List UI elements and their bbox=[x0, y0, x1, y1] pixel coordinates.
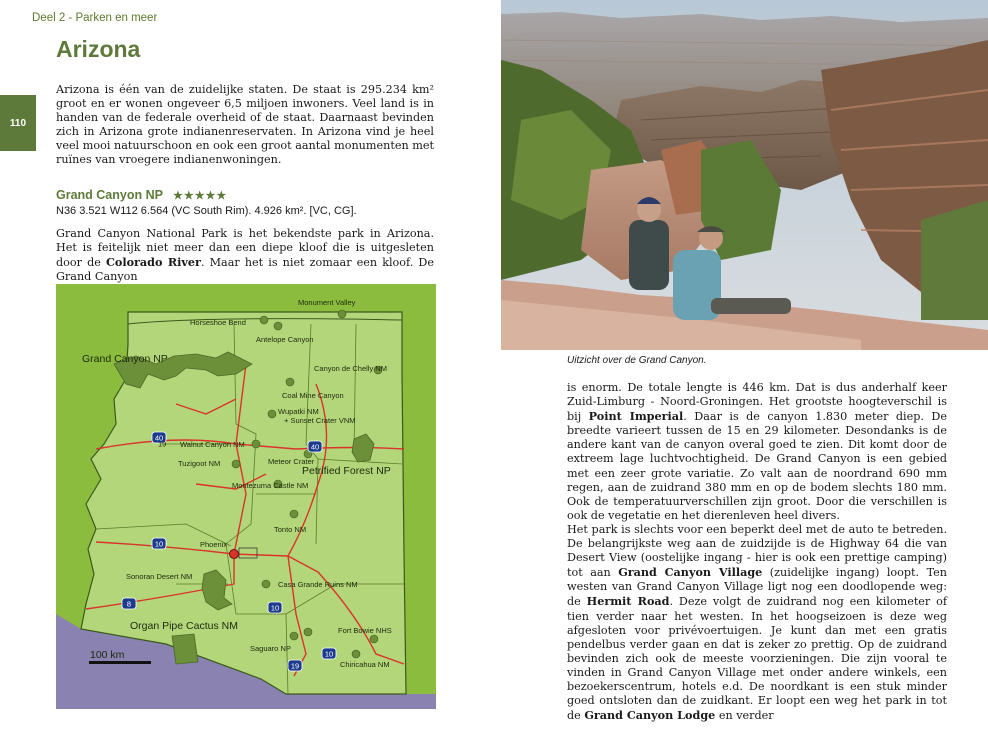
label-horseshoe-bend: Horseshoe Bend bbox=[190, 318, 246, 327]
svg-text:40: 40 bbox=[154, 433, 164, 443]
label-grand-canyon-np: Grand Canyon NP bbox=[82, 353, 168, 365]
organ-pipe-area bbox=[172, 634, 198, 664]
coal-mine-canyon-marker bbox=[286, 378, 294, 386]
monument-valley-marker bbox=[338, 310, 346, 318]
hermit-road-bold: Hermit Road bbox=[586, 594, 670, 609]
chiricahua-marker bbox=[352, 650, 360, 658]
label-tuzigoot: Tuzigoot NM bbox=[178, 459, 221, 468]
phoenix-marker bbox=[230, 550, 239, 559]
label-sunset-crater: + Sunset Crater VNM bbox=[284, 416, 356, 425]
photo-caption: Uitzicht over de Grand Canyon. bbox=[567, 355, 707, 366]
colorado-river-bold: Colorado River bbox=[105, 255, 201, 270]
running-head: Deel 2 - Parken en meer bbox=[32, 12, 158, 24]
label-petrified-forest: Petrified Forest NP bbox=[302, 465, 391, 477]
saguaro-marker-2 bbox=[304, 628, 312, 636]
label-phoenix: Phoenix bbox=[200, 540, 228, 549]
label-chiricahua: Chiricahua NM bbox=[340, 660, 390, 669]
right-paragraph-1: is enorm. De totale lengte is 446 km. Dat is dus anderhalf keer Zuid-Limburg - Noord-Groningen. Het grootste hoogteverschil is bij Point Imperial. Daar is de canyon 1.830 meter diep. De breedte varieert tussen de 15 en 29 kilometer. Desondanks is de andere kant van de canyon overal goed te zien. Dit komt door de extreem lage luchtvochtigheid. De Grand Canyon is een gebied met een zeer grote variatie. Zo valt aan de noordrand 690 mm regen, aan de zuidrand 380 mm en op de bodem slechts 180 mm. Ook de temperatuurverschillen zijn groot. Door die verschillen is ook de vegetatie en het dierenleven heel divers. bbox=[567, 381, 947, 522]
point-imperial-bold: Point Imperial bbox=[588, 409, 684, 424]
section-heading-text: Grand Canyon NP bbox=[56, 188, 163, 202]
rating-stars: ★★★★★ bbox=[172, 190, 228, 202]
saguaro-marker-1 bbox=[290, 632, 298, 640]
svg-text:10: 10 bbox=[270, 603, 280, 613]
horseshoe-bend-marker bbox=[260, 316, 268, 324]
svg-text:40: 40 bbox=[310, 442, 320, 452]
page-title: Arizona bbox=[56, 36, 141, 62]
tuzigoot-marker bbox=[232, 460, 240, 468]
label-monument-valley: Monument Valley bbox=[298, 298, 356, 307]
label-montezuma-castle: Montezuma Castle NM bbox=[232, 481, 309, 490]
tonto-marker bbox=[290, 510, 298, 518]
park-coordinates: N36 3.521 W112 6.564 (VC South Rim). 4.926 km². [VC, CG]. bbox=[56, 205, 357, 217]
right-paragraph-2: Het park is slechts voor een beperkt deel met de auto te betreden. De belangrijkste weg aan de zuidzijde is de Highway 64 die van Desert View (oostelijke ingang - hier is ook een prettige camping) tot aan Grand Canyon Village (zuidelijke ingang) loopt. Ten westen van Grand Canyon Village ligt nog een doodlopende weg: de Hermit Road. Deze volgt de zuidrand nog een kilometer of tien verder naar het westen. In het hoogseizoen is deze weg afgesloten voor privévoertuigen. Je kunt dan met een gratis pendelbus verder gaan en dat is zeker zo prettig. Op de zuidrand bevinden zich ook de meeste voorzieningen. Die zijn vooral te vinden in Grand Canyon Village met onder andere winkels, een bezoekerscentrum, hotels e.d. De noordkant is een stuk minder goed ontsloten dan de zuidkant. Er loopt een weg het park in tot de Grand Canyon Lodge en verder bbox=[567, 522, 947, 723]
label-scale: 100 km bbox=[90, 649, 125, 661]
antelope-canyon-marker bbox=[274, 322, 282, 330]
svg-text:10: 10 bbox=[324, 649, 334, 659]
label-meteor-crater: Meteor Crater bbox=[268, 457, 315, 466]
label-sonoran-desert: Sonoran Desert NM bbox=[126, 572, 193, 581]
grand-canyon-village-bold: Grand Canyon Village bbox=[618, 565, 763, 580]
label-fort-bowie: Fort Bowie NHS bbox=[338, 626, 392, 635]
scale-bar bbox=[89, 661, 151, 664]
label-walnut-canyon: Walnut Canyon NM bbox=[180, 440, 245, 449]
intro-paragraph: Arizona is één van de zuidelijke staten. De staat is 295.234 km² groot en er wonen ongeveer 6,5 miljoen inwoners. Veel land is in handen van de federale overheid of de staat. Daarnaast bevinden zich in Arizona grote indianenreservaten. In Arizona vind je heel veel mooi natuurschoon en ook een groot aantal monumenten met ruïnes van vroegere indianenwoningen. bbox=[56, 83, 434, 167]
label-organ-pipe: Organ Pipe Cactus NM bbox=[130, 620, 238, 632]
label-wupatki: Wupatki NM bbox=[278, 407, 319, 416]
svg-text:19: 19 bbox=[158, 439, 167, 449]
svg-text:10: 10 bbox=[154, 539, 164, 549]
wupatki-marker bbox=[268, 410, 276, 418]
label-tonto: Tonto NM bbox=[274, 525, 307, 534]
section-heading bbox=[56, 188, 227, 202]
grand-canyon-paragraph: Grand Canyon National Park is het bekendste park in Arizona. Het is feitelijk niet meer dan een diepe kloof die is uitgesleten door de Colorado River. Maar het is niet zomaar een kloof. De Grand Canyon bbox=[56, 227, 435, 284]
page-number-tab: 110 bbox=[0, 95, 36, 151]
grand-canyon-photo bbox=[501, 0, 988, 350]
fort-bowie-marker bbox=[370, 635, 378, 643]
label-saguaro: Saguaro NP bbox=[250, 644, 291, 653]
label-coal-mine-canyon: Coal Mine Canyon bbox=[282, 391, 344, 400]
label-casa-grande: Casa Grande Ruins NM bbox=[278, 580, 358, 589]
label-antelope-canyon: Antelope Canyon bbox=[256, 335, 314, 344]
walnut-canyon-marker bbox=[252, 440, 260, 448]
svg-text:8: 8 bbox=[126, 599, 132, 609]
right-column-text bbox=[567, 381, 947, 723]
grand-canyon-lodge-bold: Grand Canyon Lodge bbox=[584, 708, 716, 723]
svg-text:19: 19 bbox=[290, 661, 300, 671]
label-canyon-de-chelly: Canyon de Chelly NM bbox=[314, 364, 387, 373]
arizona-map bbox=[56, 284, 436, 709]
casa-grande-marker bbox=[262, 580, 270, 588]
